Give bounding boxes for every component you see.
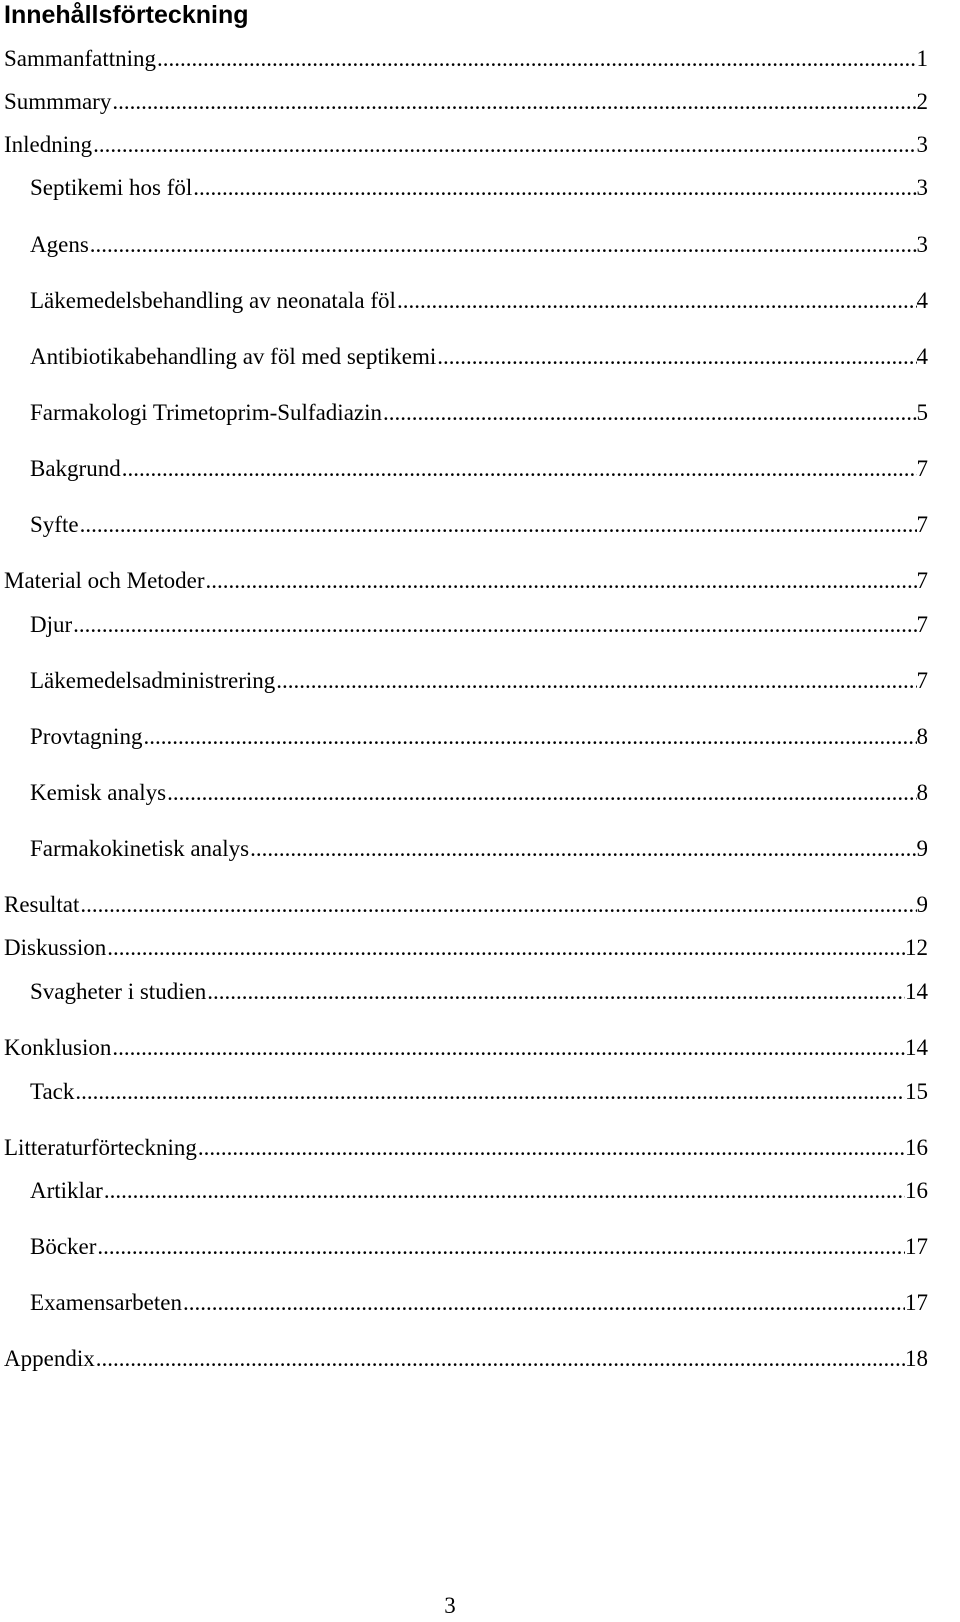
toc-entry-label: Examensarbeten <box>30 1290 182 1315</box>
dot-leader <box>89 230 917 260</box>
dot-leader <box>396 286 917 316</box>
toc-entry-label: Svagheter i studien <box>30 979 207 1004</box>
toc-entry-label: Böcker <box>30 1234 97 1259</box>
toc-entry-page: 3 <box>916 132 928 157</box>
toc-entry-page: 9 <box>916 836 928 861</box>
toc-entry[interactable] <box>30 778 928 808</box>
toc-entry-page: 1 <box>916 46 928 71</box>
toc-entry-label: Läkemedelsadministrering <box>30 668 276 693</box>
toc-entry[interactable] <box>30 977 928 1007</box>
toc-entry-label: Inledning <box>4 132 93 157</box>
toc-entry-label: Diskussion <box>4 935 107 960</box>
toc-entry-label: Kemisk analys <box>30 780 167 805</box>
toc-entry[interactable] <box>4 44 928 74</box>
toc-entry[interactable] <box>4 566 928 596</box>
toc-entry[interactable] <box>4 87 928 117</box>
dot-leader <box>275 666 916 696</box>
toc-entry-page: 7 <box>916 512 928 537</box>
toc-entry[interactable] <box>4 1133 928 1163</box>
toc-entry-label: Septikemi hos föl <box>30 175 193 200</box>
toc-entry[interactable] <box>30 286 928 316</box>
toc-entry[interactable] <box>4 1033 928 1063</box>
toc-entry-page: 3 <box>916 175 928 200</box>
toc-entry[interactable] <box>30 398 928 428</box>
dot-leader <box>111 87 916 117</box>
dot-leader <box>182 1288 905 1318</box>
toc-entry-label: Tack <box>30 1079 75 1104</box>
toc-entry-page: 2 <box>916 89 928 114</box>
toc-entry-label: Appendix <box>4 1346 95 1371</box>
toc-entry-label: Resultat <box>4 892 80 917</box>
dot-leader <box>79 890 916 920</box>
toc-entry-page: 7 <box>916 668 928 693</box>
toc-entry[interactable] <box>30 1288 928 1318</box>
toc-entry-label: Djur <box>30 612 73 637</box>
dot-leader <box>72 610 916 640</box>
dot-leader <box>192 173 916 203</box>
dot-leader <box>74 1077 905 1107</box>
dot-leader <box>205 566 917 596</box>
toc-entry[interactable] <box>30 342 928 372</box>
toc-entry-page: 14 <box>905 979 928 1004</box>
toc-entry[interactable] <box>4 933 928 963</box>
toc-entry-page: 7 <box>916 612 928 637</box>
toc-entry[interactable] <box>4 890 928 920</box>
toc-entry-page: 4 <box>916 344 928 369</box>
toc-entry[interactable] <box>30 454 928 484</box>
toc-entry-label: Syfte <box>30 512 79 537</box>
dot-leader <box>166 778 916 808</box>
toc-entry-page: 16 <box>905 1178 928 1203</box>
toc-entry[interactable] <box>30 173 928 203</box>
toc-entry-label: Material och Metoder <box>4 568 205 593</box>
dot-leader <box>96 1232 905 1262</box>
toc-entry[interactable] <box>30 1077 928 1107</box>
toc-entry-label: Farmakokinetisk analys <box>30 836 250 861</box>
toc-entry-label: Sammanfattning <box>4 46 157 71</box>
toc-entry-page: 18 <box>905 1346 928 1371</box>
dot-leader <box>92 130 916 160</box>
toc-entry-label: Litteraturförteckning <box>4 1135 197 1160</box>
toc-entry[interactable] <box>30 230 928 260</box>
toc-entry-label: Provtagning <box>30 724 143 749</box>
toc-entry-page: 9 <box>916 892 928 917</box>
dot-leader <box>382 398 917 428</box>
toc-entry-page: 12 <box>905 935 928 960</box>
toc-entry-label: Konklusion <box>4 1035 112 1060</box>
toc-entry[interactable] <box>30 666 928 696</box>
dot-leader <box>103 1176 905 1206</box>
toc-entry-label: Antibiotikabehandling av föl med septikemi <box>30 344 437 369</box>
toc-entry-page: 14 <box>905 1035 928 1060</box>
toc-entry-page: 8 <box>916 780 928 805</box>
toc-entry-page: 5 <box>916 400 928 425</box>
toc-entry[interactable] <box>30 610 928 640</box>
toc-heading: Innehållsförteckning <box>4 1 249 29</box>
dot-leader <box>206 977 905 1007</box>
dot-leader <box>197 1133 905 1163</box>
toc-entry-page: 16 <box>905 1135 928 1160</box>
toc-entry-label: Läkemedelsbehandling av neonatala föl <box>30 288 396 313</box>
dot-leader <box>156 44 916 74</box>
dot-leader <box>95 1344 905 1374</box>
toc-entry-page: 3 <box>916 232 928 257</box>
dot-leader <box>249 834 916 864</box>
toc-entry-page: 7 <box>916 456 928 481</box>
toc-entry-label: Bakgrund <box>30 456 121 481</box>
toc-entry-page: 15 <box>905 1079 928 1104</box>
dot-leader <box>79 510 917 540</box>
toc-entry-page: 8 <box>916 724 928 749</box>
toc-entry-label: Summmary <box>4 89 112 114</box>
toc-entry-label: Farmakologi Trimetoprim-Sulfadiazin <box>30 400 382 425</box>
page-number: 3 <box>444 1593 456 1618</box>
toc-entry[interactable] <box>4 1344 928 1374</box>
toc-entry-page: 17 <box>905 1234 928 1259</box>
dot-leader <box>436 342 916 372</box>
dot-leader <box>121 454 917 484</box>
toc-entry-page: 4 <box>916 288 928 313</box>
toc-entry-page: 7 <box>916 568 928 593</box>
toc-entry[interactable] <box>4 130 928 160</box>
toc-entry[interactable] <box>30 834 928 864</box>
dot-leader <box>111 1033 905 1063</box>
dot-leader <box>142 722 916 752</box>
dot-leader <box>106 933 905 963</box>
toc-entry[interactable] <box>30 1176 928 1206</box>
toc-entry-label: Agens <box>30 232 89 257</box>
toc-entry[interactable] <box>30 1232 928 1262</box>
toc-entry-label: Artiklar <box>30 1178 103 1203</box>
toc-entry[interactable] <box>30 510 928 540</box>
toc-entry[interactable] <box>30 722 928 752</box>
toc-entry-page: 17 <box>905 1290 928 1315</box>
